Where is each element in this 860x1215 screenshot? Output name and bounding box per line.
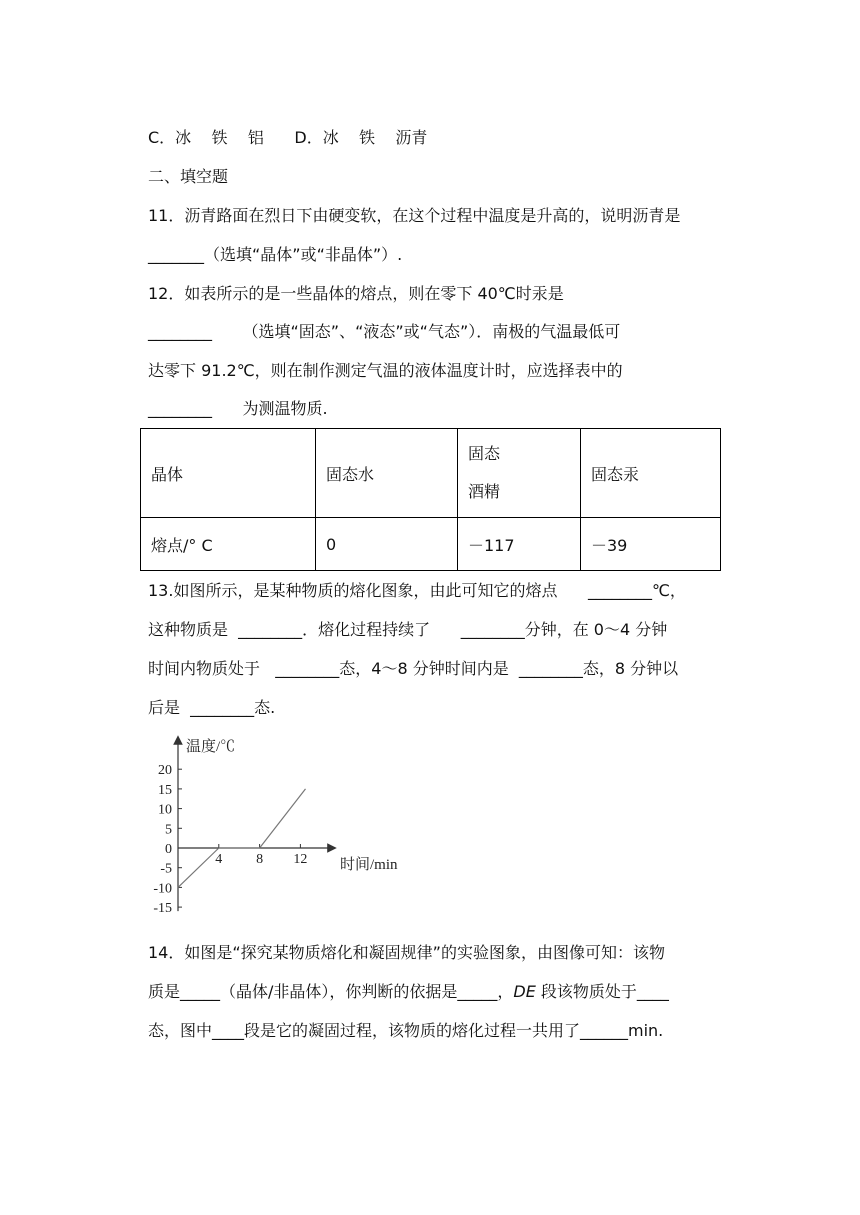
question-13-line-3: 时间内物质处于 ________态，4～8 分钟时间内是 ________态，8 分钟以 [148, 659, 679, 678]
x-tick-label: 12 [293, 852, 308, 867]
y-tick-label: -10 [153, 881, 172, 897]
question-14-text: 段该物质处于____ [535, 982, 669, 1001]
question-13-line-2: 这种物质是 ________．熔化过程持续了 ________分钟，在 0～4 分钟 [148, 620, 668, 639]
question-14-line-1: 14．如图是“探究某物质熔化和凝固规律”的实验图象，由图像可知：该物 [148, 943, 665, 962]
table-row [141, 518, 721, 571]
melting-chart [140, 728, 420, 923]
table-cell: 晶体 [141, 429, 316, 518]
y-tick-label: -5 [160, 861, 172, 877]
table-cell: 固态汞 [581, 429, 721, 518]
y-tick-label: 20 [158, 763, 172, 779]
option-line: C．冰 铁 铝 D．冰 铁 沥青 [148, 128, 428, 147]
table-cell: －39 [581, 518, 721, 571]
question-14-line-3: 态，图中____段是它的凝固过程，该物质的熔化过程一共用了______min. [148, 1021, 664, 1040]
table-cell-line: 固态 [468, 444, 501, 463]
y-axis-label: 温度/℃ [186, 739, 236, 755]
y-tick-label: 15 [158, 782, 172, 798]
section-heading: 二、填空题 [148, 167, 229, 186]
y-tick-label: -15 [153, 901, 172, 917]
melting-point-table [140, 428, 721, 571]
question-12-line-3: 达零下 91.2℃，则在制作测定气温的液体温度计时，应选择表中的 [148, 361, 623, 380]
x-tick-label: 8 [256, 852, 264, 867]
table-cell [458, 429, 581, 518]
x-tick-label: 4 [215, 852, 223, 867]
table-header-row [141, 429, 721, 518]
question-12-line-2: ________ （选填“固态”、“液态”或“气态”）．南极的气温最低可 [148, 322, 621, 341]
table-cell: －117 [458, 518, 581, 571]
y-tick-label: 0 [165, 842, 172, 857]
table-cell: 固态水 [316, 429, 458, 518]
question-11-line-1: 11．沥青路面在烈日下由硬变软，在这个过程中温度是升高的，说明沥青是 [148, 206, 681, 225]
y-tick-label: 5 [165, 822, 172, 838]
segment-label: DE [513, 982, 536, 1001]
series-line [178, 848, 219, 887]
question-11-line-2: _______（选填“晶体”或“非晶体”）. [148, 245, 403, 264]
question-12-line-4: ________ 为测温物质. [148, 399, 328, 418]
question-14-line-2 [148, 981, 669, 1003]
question-13-line-4: 后是 ________态. [148, 698, 276, 717]
question-14-text: 质是_____（晶体/非晶体），你判断的依据是_____， [148, 982, 514, 1001]
table-cell: 熔点/° C [141, 518, 316, 571]
series-line [260, 789, 306, 848]
table-cell-line: 酒精 [468, 482, 501, 501]
y-tick-label: 10 [158, 802, 172, 818]
question-12-line-1: 12．如表所示的是一些晶体的熔点，则在零下 40℃时汞是 [148, 284, 564, 303]
table-cell: 0 [316, 518, 458, 571]
question-13-line-1: 13.如图所示，是某种物质的熔化图象，由此可知它的熔点 ________℃， [148, 581, 686, 600]
x-axis-label: 时间/min [340, 857, 398, 873]
